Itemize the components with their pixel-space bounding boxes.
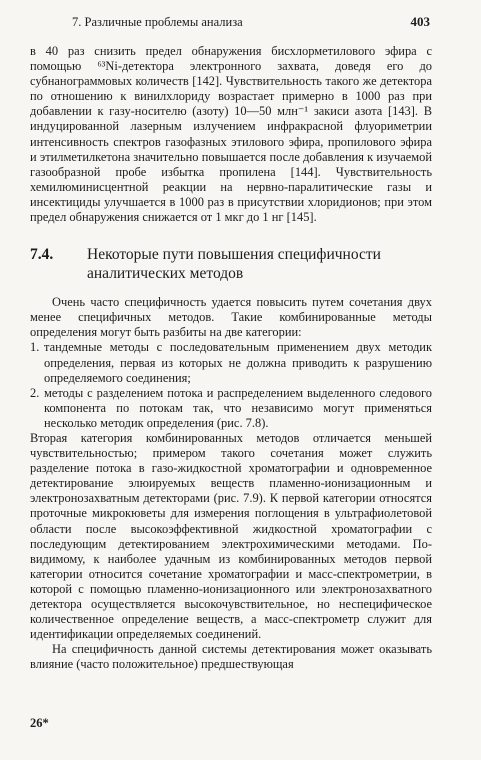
page-body [30, 44, 432, 672]
category-list [30, 340, 432, 431]
running-header [72, 14, 430, 34]
paragraph: Очень часто специфичность удается повысить путем сочетания двух менее специфичных методов. Такие комбинированные методы определения могут быть разбиты на две категории: [30, 295, 432, 340]
chapter-title: 7. Различные проблемы анализа [72, 15, 243, 29]
list-item-number: 1. [30, 340, 40, 355]
intro-paragraph: в 40 раз снизить предел обнаружения бисхлорметилового эфира с помощью ⁶³Ni-детектора электронного захвата, доведя его до субнанограммовых количеств [142]. Чувствительность такого же детектора по отношению к винилхлориду возрастает примерно в 1000 раз при добавлении к газу-носителю (азоту) 10—50 млн⁻¹ закиси азота [143]. В индуцированной лазерным излучением инфракрасной флуориметрии интенсивность спектров газофазных этилового эфира, пропилового эфира и этилметилкетона значительно повышается после добавления к изучаемой газообразной пробе избытка пропилена [144]. Чувствительность хемилюминисцентной реакции на нервно-паралитические газы и инсектициды улучшается в 1000 раз в присутствии хлоридионов; при этом предел обнаружения снижается от 1 мкг до 1 нг [145]. [30, 44, 432, 225]
page-number: 403 [410, 14, 430, 29]
list-item [30, 340, 432, 385]
list-item [30, 386, 432, 431]
paragraph: Вторая категория комбинированных методов отличается меньшей чувствительностью; примером такого сочетания может служить разделение потока в газо-жидкостной хроматографии и одновременное детектирование элюируемых веществ пламенно-ионизационным и электронозахватным детекторами (рис. 7.9). К первой категории относятся проточные микрокюветы для измерения поглощения в ультрафиолетовой области после высокоэффективной жидкостной хроматографии с последующим детектированием электрохимическими методами. По-видимому, к наиболее удачным из комбинированных методов первой категории относится сочетание хроматографии и масс-спектрометрии, в которой с помощью пламенно-ионизационного или электронозахватного детектора осуществляется высокочувствительное, но неспецифическое количественное определение веществ, а масс-спектрометр служит для идентификации определяемых соединений. [30, 430, 432, 642]
section-title: Некоторые пути повышения специфичности аналитических методов [87, 246, 381, 283]
list-item-text: тандемные методы с последовательным применением двух методик определения, первая из которых не должна приводить к разрушению определяемого соединения; [44, 340, 432, 385]
section-number: 7.4. [30, 246, 54, 264]
signature-mark: 26* [30, 716, 49, 730]
paragraph: На специфичность данной системы детектирования может оказывать влияние (часто положительное) предшествующая [30, 642, 432, 672]
list-item-text: методы с разделением потока и распределением выделенного следового компонента по потокам так, что независимо могут применяться несколько методик определения (рис. 7.8). [44, 385, 432, 430]
list-item-number: 2. [30, 385, 40, 400]
section-heading [30, 245, 432, 283]
